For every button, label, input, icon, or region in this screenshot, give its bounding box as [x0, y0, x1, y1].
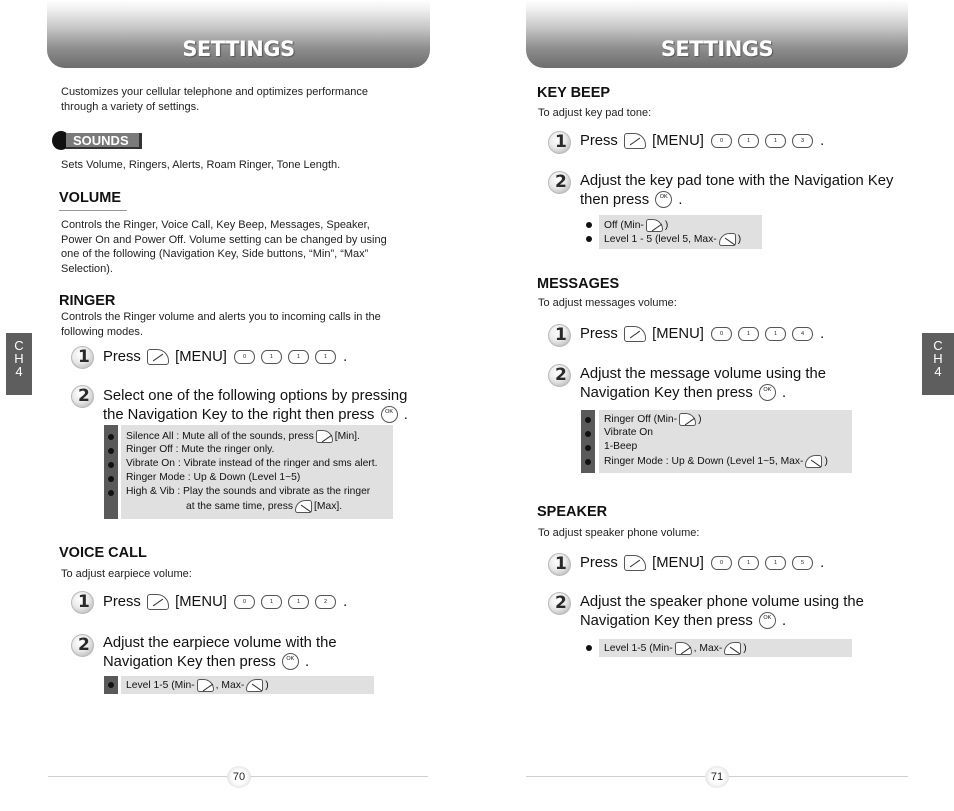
- left-intro: Customizes your cellular telephone and optimizes performance through a variety of settings.: [61, 86, 368, 113]
- bullet: [585, 417, 591, 423]
- volume-underline: [59, 210, 127, 211]
- right-soft-key-icon: [246, 679, 263, 692]
- key-1-icon: 1: [315, 350, 336, 364]
- messages-option-vibrate-on: Vibrate On: [604, 427, 654, 438]
- right-page-title: SETTINGS: [660, 37, 774, 61]
- key-1-icon: 1: [765, 556, 786, 570]
- speaker-step-1-number: 1: [548, 553, 571, 576]
- left-soft-key-icon: [675, 642, 692, 655]
- bullet: [586, 222, 592, 228]
- left-soft-key-icon: [679, 413, 696, 426]
- messages-step-1: Press [MENU] 0 1 1 4 .: [580, 326, 825, 342]
- voice-call-step-2-number: 2: [71, 634, 94, 657]
- messages-option-ringer-mode: Ringer Mode : Up & Down (Level 1~5, Max- ): [604, 456, 828, 468]
- left-soft-key-icon: [624, 326, 646, 342]
- key-0-icon: 0: [711, 556, 732, 570]
- left-soft-key-icon: [147, 349, 169, 365]
- right-soft-key-icon: [295, 500, 312, 513]
- voice-call-step-1: Press [MENU] 0 1 1 2 .: [103, 594, 348, 610]
- bullet: [108, 490, 114, 496]
- speaker-step-2-number: 2: [548, 592, 571, 615]
- ringer-step-1-number: 1: [71, 346, 94, 369]
- left-soft-key-icon: [646, 219, 663, 232]
- right-soft-key-icon: [724, 642, 741, 655]
- key-2-icon: 2: [315, 595, 336, 609]
- key-1-icon: 1: [288, 350, 309, 364]
- left-soft-key-icon: [316, 430, 333, 443]
- right-chapter-tab: C H 4: [922, 333, 954, 395]
- bullet: [585, 431, 591, 437]
- voice-call-heading: VOICE CALL: [59, 545, 147, 561]
- ok-key-icon: OK: [759, 612, 776, 629]
- bullet: [585, 445, 591, 451]
- voice-call-description: To adjust earpiece volume:: [61, 568, 192, 580]
- bullet: [586, 236, 592, 242]
- bullet: [108, 434, 114, 440]
- key-beep-option-level: Level 1 - 5 (level 5, Max- ): [604, 234, 742, 246]
- key-1-icon: 1: [738, 327, 759, 341]
- voice-call-level-text: Level 1-5 (Min- , Max- ): [126, 680, 269, 692]
- speaker-step-2: Adjust the speaker phone volume using the Navigation Key then press OK .: [580, 594, 864, 629]
- key-beep-step-1: Press [MENU] 0 1 1 3 .: [580, 133, 825, 149]
- ringer-heading: RINGER: [59, 293, 116, 309]
- left-page-number: 70: [227, 766, 251, 788]
- key-0-icon: 0: [234, 350, 255, 364]
- left-soft-key-icon: [624, 555, 646, 571]
- key-0-icon: 0: [711, 327, 732, 341]
- left-chapter-tab: C H 4: [6, 333, 32, 395]
- key-4-icon: 4: [792, 327, 813, 341]
- messages-step-1-number: 1: [548, 324, 571, 347]
- ringer-option-silence-all: Silence All : Mute all of the sounds, press [Min].: [126, 431, 360, 443]
- bullet: [108, 462, 114, 468]
- sounds-tag: [52, 131, 142, 150]
- ok-key-icon: OK: [381, 406, 398, 423]
- ringer-option-ringer-off: Ringer Off : Mute the ringer only.: [126, 444, 275, 455]
- bullet: [108, 476, 114, 482]
- speaker-step-1: Press [MENU] 0 1 1 5 .: [580, 555, 825, 571]
- left-page-title: SETTINGS: [182, 37, 295, 61]
- right-soft-key-icon: [805, 455, 822, 468]
- key-1-icon: 1: [738, 556, 759, 570]
- key-0-icon: 0: [711, 134, 732, 148]
- speaker-heading: SPEAKER: [537, 504, 608, 520]
- sounds-tag-label: SOUNDS: [66, 133, 142, 149]
- right-header-banner: [526, 0, 908, 68]
- bullet: [108, 448, 114, 454]
- left-soft-key-icon: [197, 679, 214, 692]
- key-beep-step-2: Adjust the key pad tone with the Navigation Key then press OK .: [580, 173, 894, 208]
- volume-heading: VOLUME: [59, 190, 122, 206]
- ringer-step-2: Select one of the following options by pressing the Navigation Key to the right then press OK .: [103, 388, 408, 423]
- messages-option-1-beep: 1-Beep: [604, 441, 638, 452]
- left-soft-key-icon: [147, 594, 169, 610]
- messages-heading: MESSAGES: [537, 276, 620, 292]
- key-beep-step-2-number: 2: [548, 171, 571, 194]
- key-1-icon: 1: [765, 327, 786, 341]
- bullet: [586, 645, 592, 651]
- right-soft-key-icon: [719, 233, 736, 246]
- key-1-icon: 1: [765, 134, 786, 148]
- key-3-icon: 3: [792, 134, 813, 148]
- key-1-icon: 1: [261, 595, 282, 609]
- key-1-icon: 1: [288, 595, 309, 609]
- left-header-banner: [47, 0, 430, 68]
- key-5-icon: 5: [792, 556, 813, 570]
- key-1-icon: 1: [261, 350, 282, 364]
- key-beep-step-1-number: 1: [548, 131, 571, 154]
- ringer-option-ringer-mode: Ringer Mode : Up & Down (Level 1~5): [126, 472, 301, 483]
- ok-key-icon: OK: [655, 191, 672, 208]
- key-beep-option-off: Off (Min- ): [604, 220, 669, 232]
- ok-key-icon: OK: [282, 653, 299, 670]
- bullet: [585, 459, 591, 465]
- speaker-level-text: Level 1-5 (Min- , Max- ): [604, 643, 747, 655]
- left-soft-key-icon: [624, 133, 646, 149]
- messages-option-ringer-off: Ringer Off (Min- ): [604, 414, 702, 426]
- ringer-step-2-number: 2: [71, 385, 94, 408]
- voice-call-step-1-number: 1: [71, 591, 94, 614]
- ok-key-icon: OK: [759, 384, 776, 401]
- volume-description: Controls the Ringer, Voice Call, Key Beep, Messages, Speaker, Power On and Power Off. Volume setting can be changed by using one of the following (Navigation Key, Side buttons, “Min”, “Max” Selection).: [61, 219, 387, 275]
- speaker-description: To adjust speaker phone volume:: [538, 527, 700, 539]
- ringer-option-vibrate-on: Vibrate On : Vibrate instead of the ringer and sms alert.: [126, 458, 378, 469]
- voice-call-step-2: Adjust the earpiece volume with the Navigation Key then press OK .: [103, 635, 337, 670]
- messages-step-2: Adjust the message volume using the Navigation Key then press OK .: [580, 366, 826, 401]
- key-beep-heading: KEY BEEP: [537, 85, 611, 101]
- messages-step-2-number: 2: [548, 364, 571, 387]
- ringer-step-1: Press [MENU] 0 1 1 1 .: [103, 349, 348, 365]
- right-page-number: 71: [705, 766, 729, 788]
- ringer-option-high-vib-cont: at the same time, press [Max].: [186, 501, 343, 513]
- ringer-description: Controls the Ringer volume and alerts you to incoming calls in the following modes.: [61, 311, 381, 338]
- bullet: [108, 682, 114, 688]
- key-beep-description: To adjust key pad tone:: [538, 107, 652, 119]
- messages-description: To adjust messages volume:: [538, 297, 677, 309]
- sounds-description: Sets Volume, Ringers, Alerts, Roam Ringer, Tone Length.: [61, 159, 341, 171]
- ringer-option-high-vib: High & Vib : Play the sounds and vibrate as the ringer: [126, 486, 371, 497]
- key-0-icon: 0: [234, 595, 255, 609]
- key-1-icon: 1: [738, 134, 759, 148]
